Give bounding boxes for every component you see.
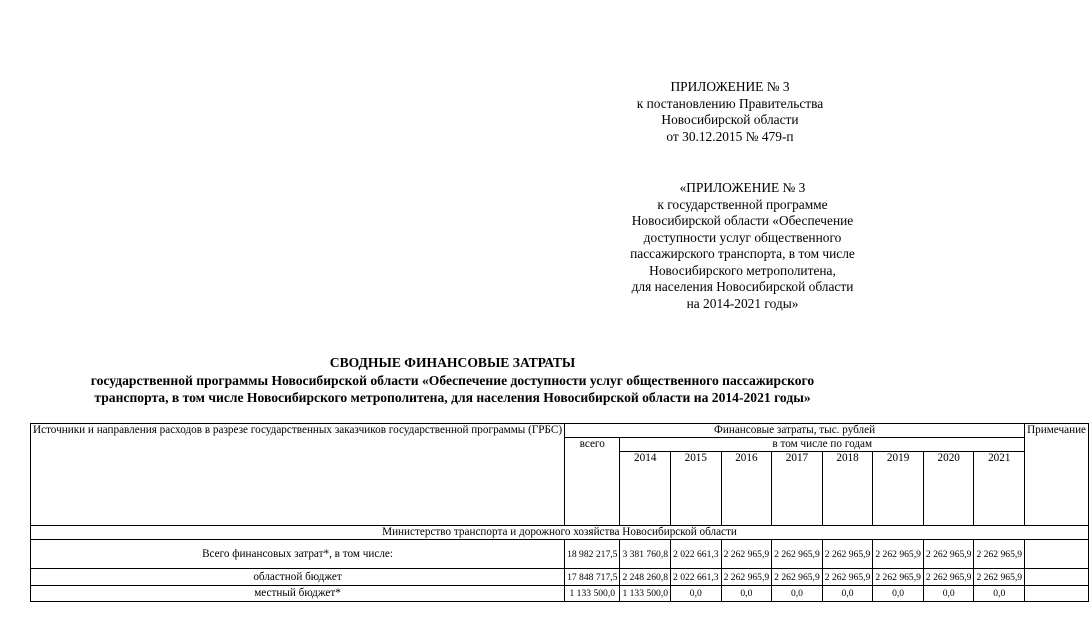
appendix-program-line: для населения Новосибирской области [631,279,854,294]
row-note [1025,586,1089,602]
row-value: 2 262 965,9 [822,569,873,586]
appendix-decree-ref: к постановлению Правительства [636,95,824,111]
row-value: 2 262 965,9 [822,540,873,569]
header-year: 2021 [974,452,1025,526]
row-value: 2 022 661,3 [671,569,722,586]
row-value: 1 133 500,0 [620,586,671,602]
appendix-program-block [580,180,905,312]
document-subtitle-line-1: государственной программы Новосибирской области «Обеспечение доступности услуг общественного пассажирского [90,373,815,388]
row-value: 2 248 260,8 [620,569,671,586]
header-year: 2016 [721,452,772,526]
row-label: местный бюджет* [31,586,565,602]
row-value: 0,0 [822,586,873,602]
appendix-date-number: от 30.12.2015 № 479-п [666,128,794,144]
row-label: Всего финансовых затрат*, в том числе: [31,540,565,569]
row-value: 0,0 [721,586,772,602]
ministry-row [31,526,1089,540]
ministry-name: Министерство транспорта и дорожного хозяйства Новосибирской области [31,526,1089,540]
row-value: 2 262 965,9 [873,569,924,586]
header-year: 2019 [873,452,924,526]
appendix-number: ПРИЛОЖЕНИЕ № 3 [670,79,790,94]
table-header-row [31,424,1089,438]
header-year: 2015 [671,452,722,526]
row-value: 2 262 965,9 [974,540,1025,569]
row-value: 2 262 965,9 [873,540,924,569]
row-total: 1 133 500,0 [565,586,620,602]
row-value: 2 262 965,9 [772,540,823,569]
appendix-program-line: к государственной программе [657,196,828,212]
row-note [1025,540,1089,569]
document-subtitle-line-2: транспорта, в том числе Новосибирского метрополитена, для населения Новосибирской области на 2014-2021 годы» [94,390,811,405]
document-title: СВОДНЫЕ ФИНАНСОВЫЕ ЗАТРАТЫ [329,355,576,370]
appendix-program-line: на 2014-2021 годы» [686,295,799,311]
financial-costs-table [30,423,1089,602]
appendix-program-line: «ПРИЛОЖЕНИЕ № 3 [679,180,806,195]
row-value: 2 022 661,3 [671,540,722,569]
row-value: 2 262 965,9 [721,569,772,586]
row-value: 0,0 [772,586,823,602]
appendix-program-line: Новосибирской области «Обеспечение [631,213,854,228]
appendix-program-line: Новосибирского метрополитена, [649,262,836,278]
header-total: всего [565,438,620,526]
row-value: 0,0 [671,586,722,602]
header-note: Примечание [1025,424,1089,526]
table-row [31,586,1089,602]
header-year: 2020 [923,452,974,526]
row-value: 2 262 965,9 [772,569,823,586]
header-by-years: в том числе по годам [620,438,1025,452]
header-sources: Источники и направления расходов в разрезе государственных заказчиков государственной программы (ГРБС) [31,424,565,526]
appendix-program-line: доступности услуг общественного [643,229,842,245]
row-label: областной бюджет [31,569,565,586]
appendix-decree-block [580,79,880,145]
row-total: 18 982 217,5 [565,540,620,569]
appendix-region: Новосибирской области [661,112,799,127]
table-row [31,540,1089,569]
header-year: 2018 [822,452,873,526]
header-year: 2017 [772,452,823,526]
row-note [1025,569,1089,586]
row-value: 2 262 965,9 [974,569,1025,586]
row-value: 3 381 760,8 [620,540,671,569]
row-value: 0,0 [873,586,924,602]
row-total: 17 848 717,5 [565,569,620,586]
row-value: 0,0 [974,586,1025,602]
row-value: 2 262 965,9 [721,540,772,569]
table-row [31,569,1089,586]
row-value: 2 262 965,9 [923,569,974,586]
header-year: 2014 [620,452,671,526]
row-value: 0,0 [923,586,974,602]
row-value: 2 262 965,9 [923,540,974,569]
header-financial-costs: Финансовые затраты, тыс. рублей [565,424,1025,438]
appendix-program-line: пассажирского транспорта, в том числе [630,246,855,261]
